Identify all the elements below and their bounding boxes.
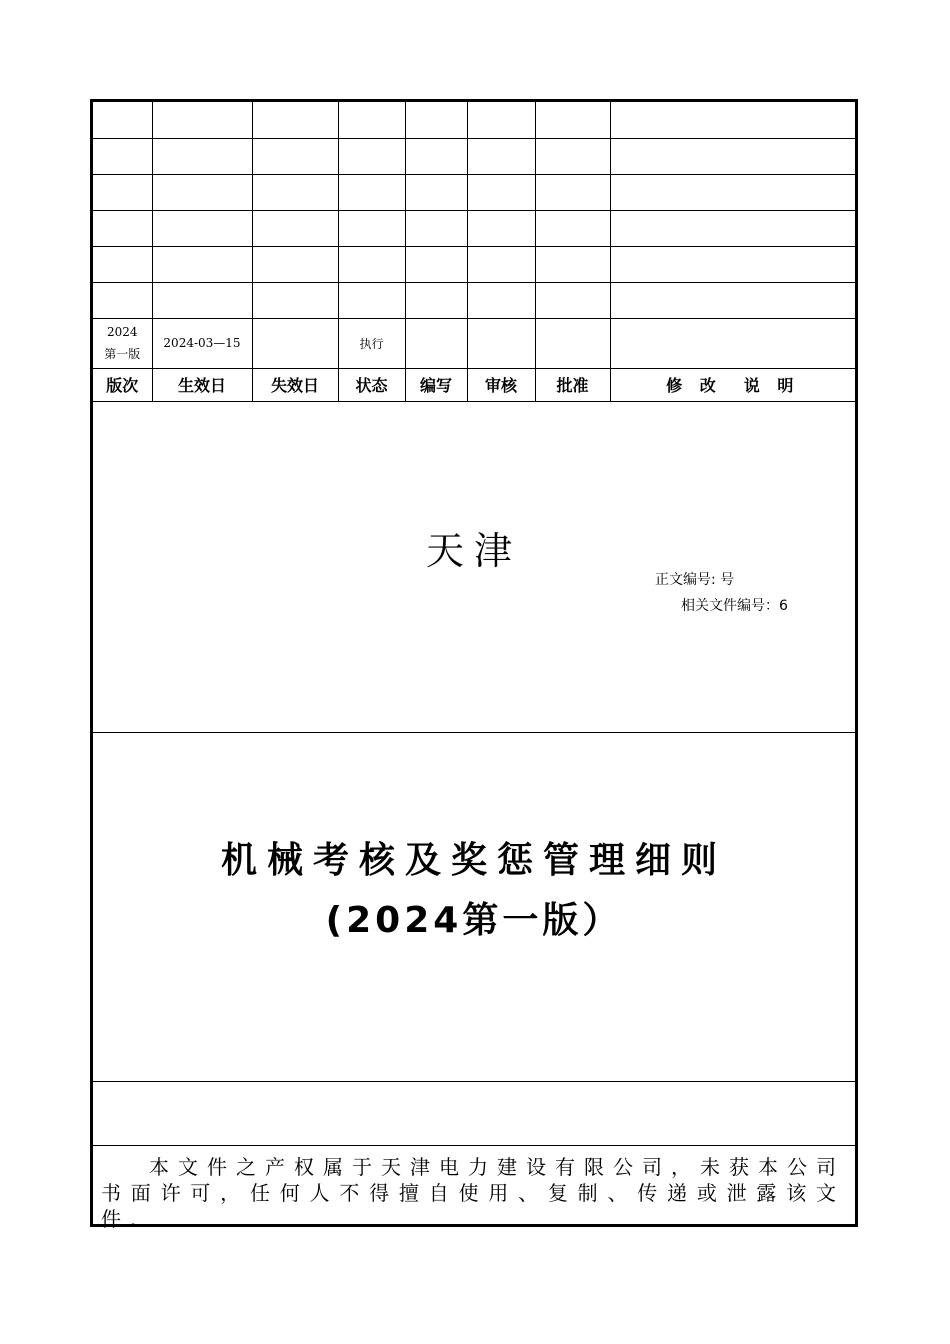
- section-divider: [93, 1145, 855, 1146]
- approver-cell: [535, 318, 610, 368]
- expiry-date-cell: [252, 318, 338, 368]
- header-effective-date: 生效日: [152, 368, 252, 401]
- section-divider: [93, 732, 855, 733]
- reviewer-cell: [467, 318, 535, 368]
- header-version: 版次: [93, 368, 152, 401]
- revision-empty-row: [93, 174, 855, 210]
- document-edition: (2024第一版）: [325, 900, 623, 941]
- document-title: 机械考核及奖惩管理细则: [220, 840, 727, 881]
- revision-record-row: [93, 318, 855, 368]
- revision-empty-row: [93, 246, 855, 282]
- revision-header-row: [93, 368, 855, 401]
- section-divider: [93, 1081, 855, 1082]
- related-doc-number: 相关文件编号：6: [681, 598, 788, 614]
- effective-date-cell: 2024-03—15: [152, 318, 252, 368]
- copyright-notice: 本文件之产权属于天津电力建设有限公司，未获本公司书面许可，任何人不得擅自使用、复制、传递或泄露该文件.: [101, 1155, 845, 1231]
- header-status: 状态: [338, 368, 405, 401]
- revision-empty-row: [93, 102, 855, 138]
- description-cell: [610, 318, 855, 368]
- version-year: 2024: [106, 325, 138, 339]
- company-name: 天津: [425, 529, 522, 573]
- revision-empty-row: [93, 138, 855, 174]
- header-approver: 批准: [535, 368, 610, 401]
- header-description: 修 改 说 明: [610, 368, 855, 401]
- header-expiry-date: 失效日: [252, 368, 338, 401]
- document-frame: [90, 99, 858, 1231]
- header-reviewer: 审核: [467, 368, 535, 401]
- status-cell: 执行: [338, 318, 405, 368]
- header-author: 编写: [405, 368, 467, 401]
- version-cell: [93, 318, 152, 368]
- version-label: 第一版: [104, 347, 141, 361]
- revision-empty-row: [93, 210, 855, 246]
- revision-empty-row: [93, 282, 855, 318]
- revision-table: [93, 102, 855, 402]
- author-cell: [405, 318, 467, 368]
- doc-number: 正文编号: 号: [655, 572, 735, 588]
